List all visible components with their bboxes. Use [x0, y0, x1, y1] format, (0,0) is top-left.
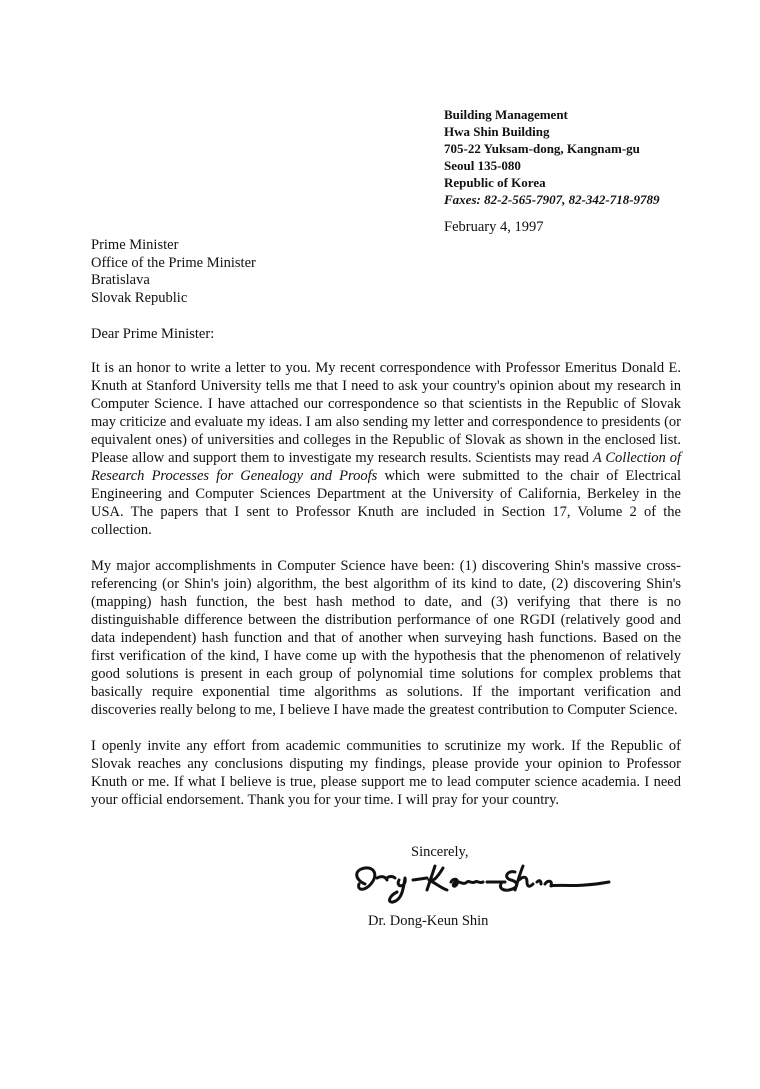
sender-faxes: Faxes: 82-2-565-7907, 82-342-718-9789	[444, 192, 660, 207]
body-paragraph-2: My major accomplishments in Computer Science have been: (1) discovering Shin's massive cross-referencing (or Shin's join) algorithm, the best algorithm of its kind to date, (2) discovering Shin's (mapping) hash function, the best hash method to date, and (3) verifying that there is no distinguishable difference between the distribution performance of one RGDI (relatively good and data independent) hash function and that of another when surveying hash functions. Based on the first verification of the kind, I have come up with the hypothesis that the phenomenon of relatively good solutions is present in each group of polynomial time solutions for complex problems that basically require exponential time algorithms as solutions. If the important verification and discoveries really belong to me, I believe I have made the greatest contribution to Computer Science.	[91, 558, 681, 718]
collection-title: A Collection of Research Processes for Genealogy and Proofs	[91, 450, 681, 484]
handwritten-signature	[347, 858, 617, 911]
sender-building: Hwa Shin Building	[444, 124, 550, 139]
sender-street: 705-22 Yuksam-dong, Kangnam-gu	[444, 141, 640, 156]
body-paragraph-1	[91, 359, 681, 539]
sender-org: Building Management	[444, 107, 568, 122]
salutation: Dear Prime Minister:	[91, 326, 215, 342]
body-paragraph-3: I openly invite any effort from academic communities to scrutinize my work. If the Republic of Slovak reaches any conclusions disputing my findings, please provide your opinion to Professor Knuth or me. If what I believe is true, please support me to lead computer science academia. I need your official endorsement. Thank you for your time. I will pray for your country.	[91, 738, 681, 808]
recipient-line-4: Slovak Republic	[91, 289, 188, 306]
paragraph-1-text-b: which were submitted to the chair of Electrical Engineering and Computer Sciences Department at the University of California, Berkeley in the USA. The papers that I sent to Professor Knuth are included in Section 17, Volume 2 of the collection.	[91, 468, 681, 538]
paragraph-1-text-a: It is an honor to write a letter to you. My recent correspondence with Professor Emeritus Donald E. Knuth at Stanford University tells me that I need to ask your country's opinion about my research in Computer Science. I have attached our correspondence so that scientists in the Republic of Slovak may criticize and evaluate my ideas. I am also sending my letter and correspondence to presidents (or equivalent ones) of universities and colleges in the Republic of Slovak as shown in the enclosed list. Please allow and support them to investigate my research results. Scientists may read	[91, 360, 681, 466]
recipient-line-2: Office of the Prime Minister	[91, 254, 256, 271]
sender-city: Seoul 135-080	[444, 158, 521, 173]
recipient-address-block	[91, 237, 256, 307]
signer-name: Dr. Dong-Keun Shin	[368, 913, 489, 929]
closing: Sincerely,	[411, 844, 469, 860]
sender-address-block	[444, 106, 660, 208]
recipient-line-1: Prime Minister	[91, 237, 179, 253]
sender-country: Republic of Korea	[444, 175, 546, 190]
letter-body	[91, 359, 681, 827]
recipient-line-3: Bratislava	[91, 272, 150, 288]
letter-date: February 4, 1997	[444, 219, 544, 235]
